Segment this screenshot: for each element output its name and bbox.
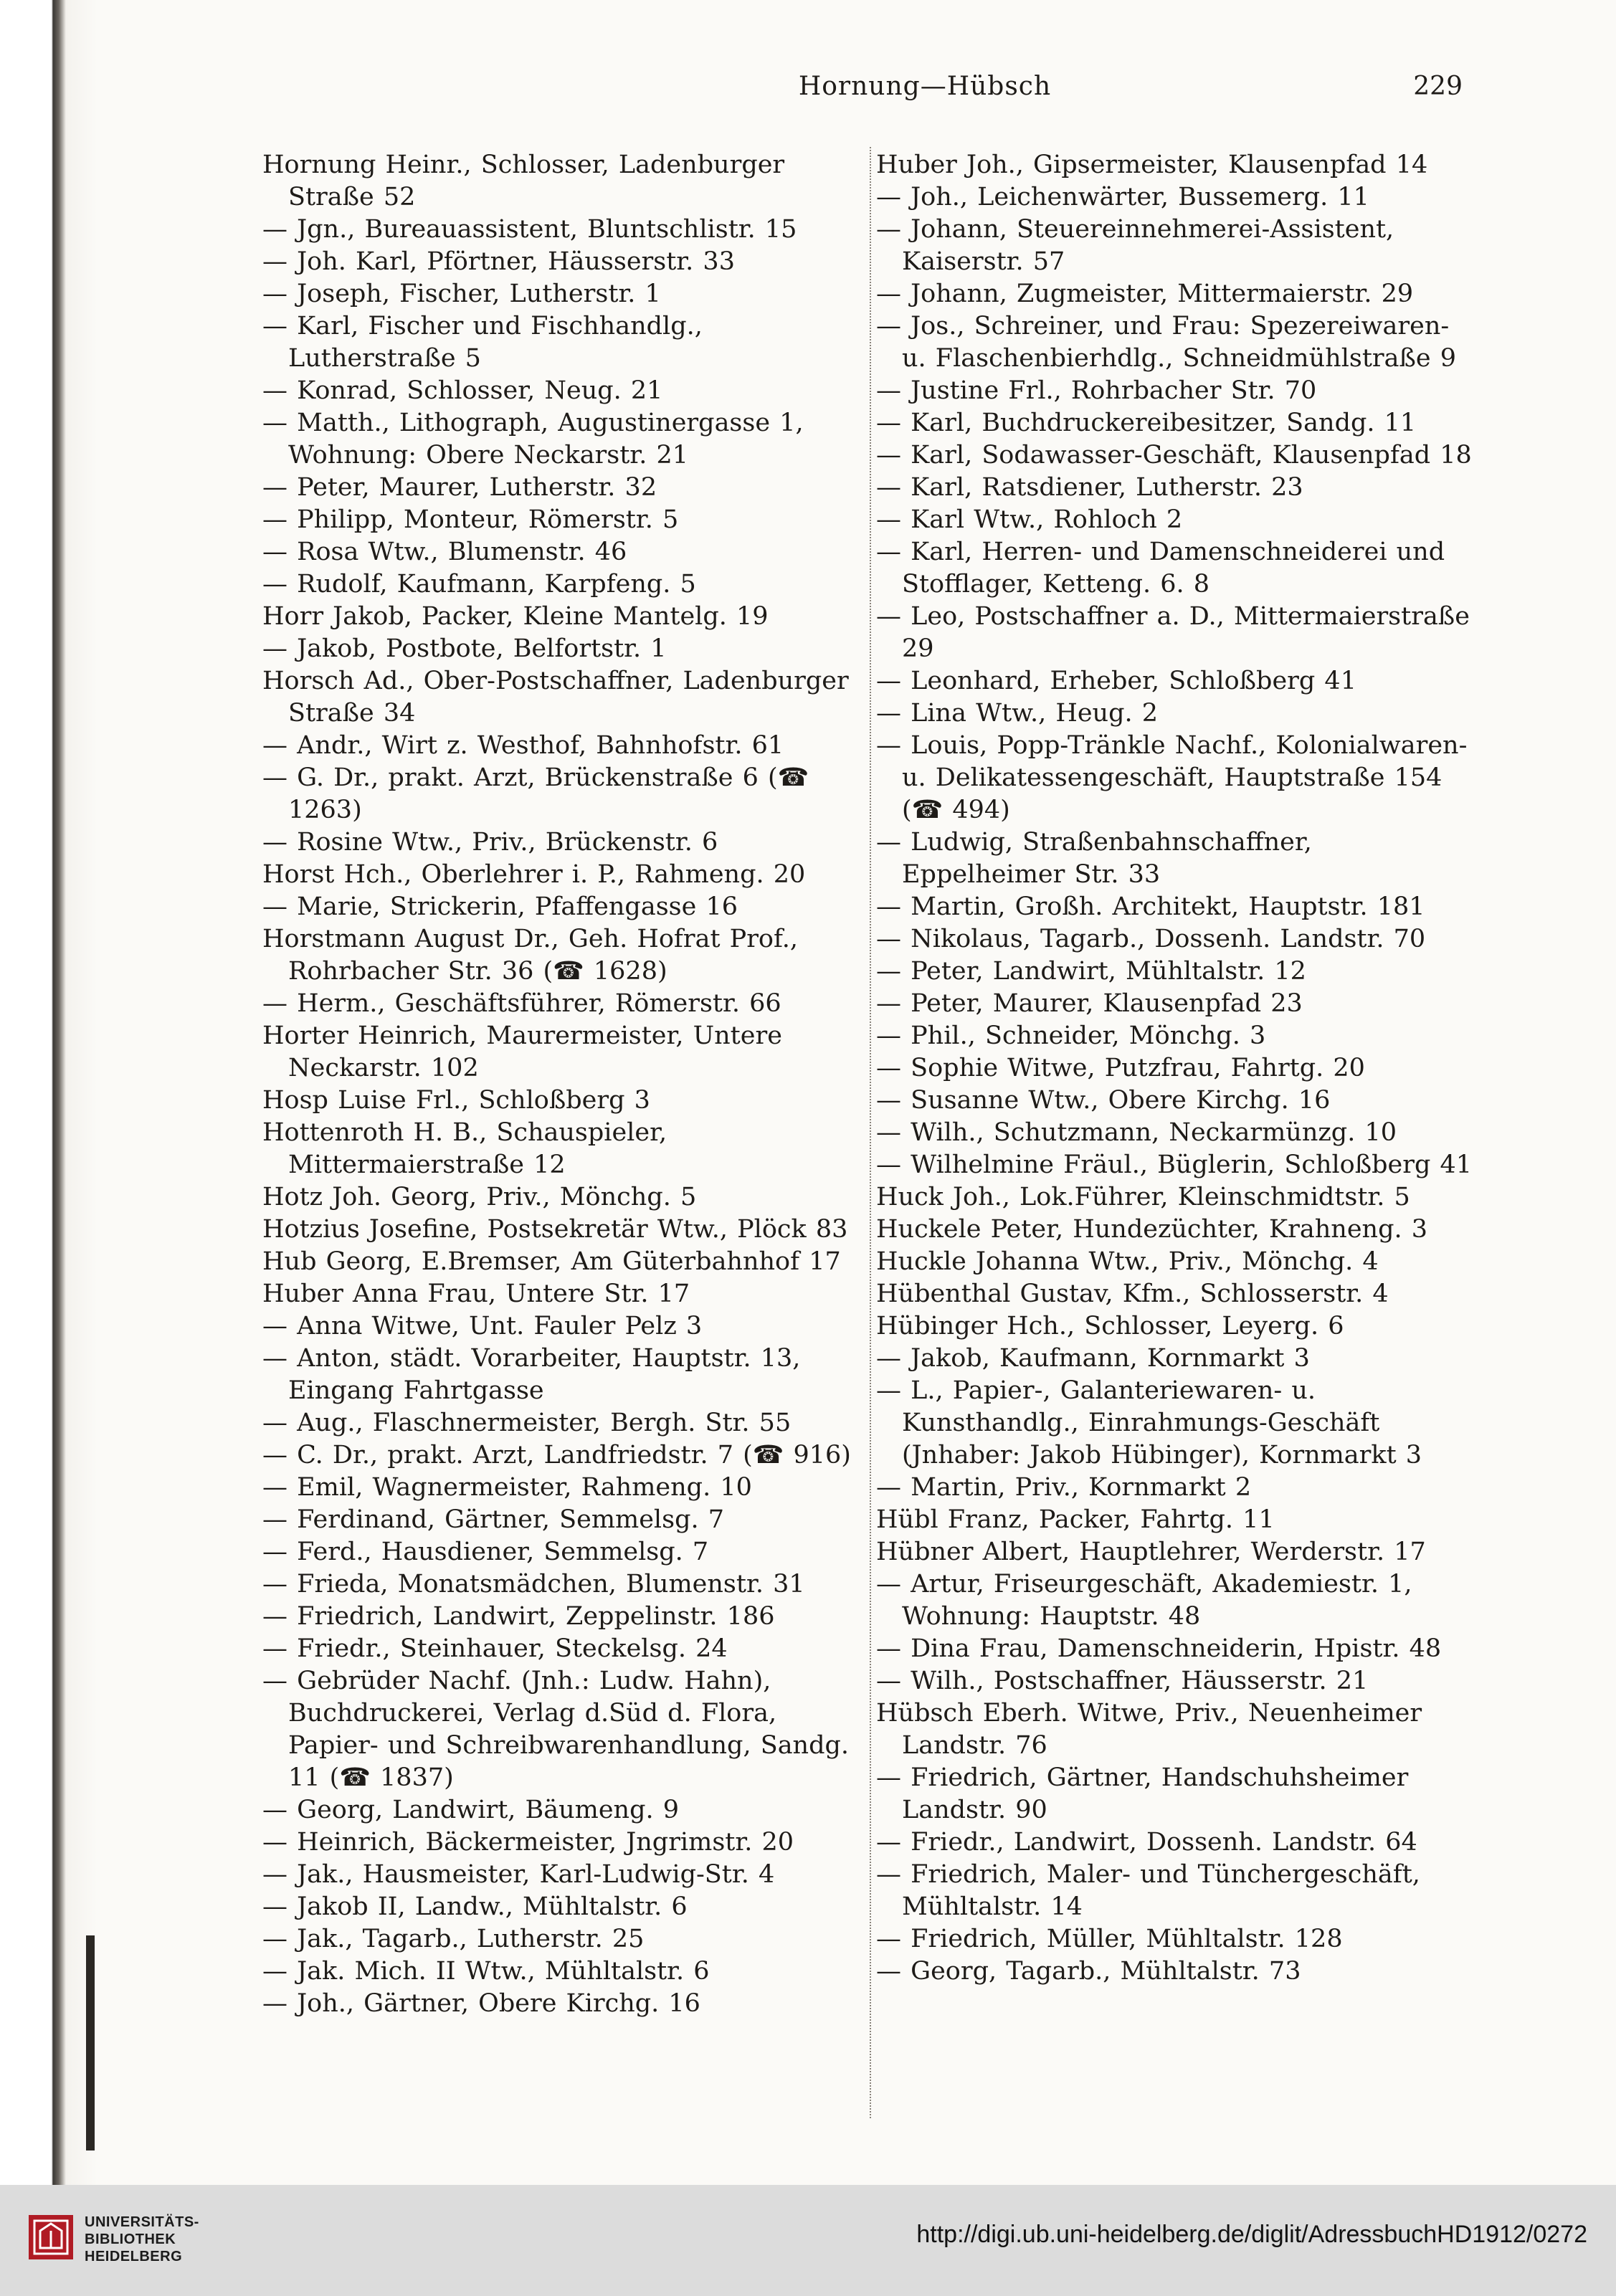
directory-entry: — Dina Frau, Damenschneiderin, Hpistr. 48 (876, 1634, 1442, 1663)
directory-entry: Hübl Franz, Packer, Fahrtg. 11 (876, 1505, 1275, 1534)
directory-entry: — Peter, Maurer, Klausenpfad 23 (876, 989, 1303, 1018)
directory-entry: Hottenroth H. B., Schauspieler, Mittermaierstraße 12 (262, 1118, 667, 1179)
directory-entry: — Jos., Schreiner, und Frau: Spezereiwaren- u. Flaschenbierhdlg., Schneidmühlstraße 9 (876, 312, 1457, 373)
logo-line-3: HEIDELBERG (85, 2249, 183, 2264)
directory-entry: Hosp Luise Frl., Schloßberg 3 (262, 1086, 650, 1115)
right-column (876, 149, 1478, 1988)
directory-entry: — Anna Witwe, Unt. Fauler Pelz 3 (262, 1312, 703, 1340)
directory-entry: — Johann, Steuereinnehmerei-Assistent, Kaiserstr. 57 (876, 215, 1394, 276)
directory-entry: Hübsch Eberh. Witwe, Priv., Neuenheimer Landstr. 76 (876, 1699, 1422, 1760)
directory-entry: — Ludwig, Straßenbahnschaffner, Eppelheimer Str. 33 (876, 828, 1312, 889)
university-seal-icon (29, 2215, 73, 2259)
directory-entry: Huber Joh., Gipsermeister, Klausenpfad 14 (876, 151, 1428, 179)
directory-entry: — Martin, Priv., Kornmarkt 2 (876, 1473, 1252, 1502)
directory-entry: — Jakob, Postbote, Belfortstr. 1 (262, 634, 667, 663)
directory-entry: — Karl, Fischer und Fischhandlg., Lutherstraße 5 (262, 312, 703, 373)
directory-entry: — Konrad, Schlosser, Neug. 21 (262, 376, 663, 405)
directory-entry: — Friedrich, Müller, Mühltalstr. 128 (876, 1925, 1343, 1953)
directory-entry: — Joh., Gärtner, Obere Kirchg. 16 (262, 1989, 700, 2018)
directory-entry: — Artur, Friseurgeschäft, Akademiestr. 1, Wohnung: Hauptstr. 48 (876, 1570, 1412, 1631)
directory-entry: — Rudolf, Kaufmann, Karpfeng. 5 (262, 570, 696, 599)
directory-entry: Hübner Albert, Hauptlehrer, Werderstr. 17 (876, 1538, 1426, 1566)
scan-binding-shadow (86, 1935, 95, 2150)
logo-line-1: UNIVERSITÄTS- (85, 2214, 199, 2230)
directory-entry: Huckele Peter, Hundezüchter, Krahneng. 3 (876, 1215, 1427, 1244)
footer-bar (0, 2185, 1616, 2296)
source-url-link[interactable]: http://digi.ub.uni-heidelberg.de/diglit/AdressbuchHD1912/0272 (916, 2221, 1587, 2248)
directory-entry: — Andr., Wirt z. Westhof, Bahnhofstr. 61 (262, 731, 784, 760)
directory-entry: — Anton, städt. Vorarbeiter, Hauptstr. 13, Eingang Fahrtgasse (262, 1344, 801, 1405)
directory-entry: — Georg, Tagarb., Mühltalstr. 73 (876, 1957, 1301, 1986)
directory-entry: Hübenthal Gustav, Kfm., Schlosserstr. 4 (876, 1280, 1389, 1308)
directory-entry: — Karl, Ratsdiener, Lutherstr. 23 (876, 473, 1303, 502)
directory-entry: — Aug., Flaschnermeister, Bergh. Str. 55 (262, 1409, 792, 1437)
column-divider (870, 147, 871, 2118)
directory-entry: — Leonhard, Erheber, Schloßberg 41 (876, 667, 1356, 695)
directory-entry: — Rosa Wtw., Blumenstr. 46 (262, 538, 627, 566)
directory-entry: Huck Joh., Lok.Führer, Kleinschmidtstr. 5 (876, 1183, 1410, 1211)
directory-entry: — Karl, Buchdruckereibesitzer, Sandg. 11 (876, 409, 1417, 437)
directory-entry: — Marie, Strickerin, Pfaffengasse 16 (262, 892, 738, 921)
directory-entry: Hübinger Hch., Schlosser, Leyerg. 6 (876, 1312, 1344, 1340)
directory-entry: — Jgn., Bureauassistent, Bluntschlistr. 15 (262, 215, 797, 244)
directory-entry: — Joh. Karl, Pförtner, Häusserstr. 33 (262, 247, 735, 276)
directory-entry: — Leo, Postschaffner a. D., Mittermaierstraße 29 (876, 602, 1470, 663)
directory-entry: — Philipp, Monteur, Römerstr. 5 (262, 505, 679, 534)
directory-entry: — Karl, Sodawasser-Geschäft, Klausenpfad 18 (876, 441, 1472, 470)
directory-entry: — Jakob, Kaufmann, Kornmarkt 3 (876, 1344, 1310, 1373)
directory-entry: Hotzius Josefine, Postsekretär Wtw., Plöck 83 (262, 1215, 848, 1244)
directory-entry: — Martin, Großh. Architekt, Hauptstr. 181 (876, 892, 1425, 921)
directory-entry: — Ferd., Hausdiener, Semmelsg. 7 (262, 1538, 709, 1566)
directory-entry: — Justine Frl., Rohrbacher Str. 70 (876, 376, 1317, 405)
directory-entry: — Peter, Landwirt, Mühltalstr. 12 (876, 957, 1306, 986)
directory-entry: — Friedrich, Landwirt, Zeppelinstr. 186 (262, 1602, 775, 1631)
directory-entry: — Herm., Geschäftsführer, Römerstr. 66 (262, 989, 781, 1018)
logo-line-2: BIBLIOTHEK (85, 2231, 176, 2247)
directory-entry: Horr Jakob, Packer, Kleine Mantelg. 19 (262, 602, 769, 631)
directory-entry: — L., Papier-, Galanteriewaren- u. Kunsthandlg., Einrahmungs-Geschäft (Jnhaber: Jakob Hübinger), Kornmarkt 3 (876, 1376, 1422, 1469)
directory-entry: — G. Dr., prakt. Arzt, Brückenstraße 6 (☎ 1263) (262, 763, 809, 824)
directory-entry: — Rosine Wtw., Priv., Brückenstr. 6 (262, 828, 718, 857)
directory-entry: — Karl, Herren- und Damenschneiderei und Stofflager, Ketteng. 6. 8 (876, 538, 1445, 599)
library-logo-text (85, 2214, 199, 2265)
directory-entry: — Jak., Tagarb., Lutherstr. 25 (262, 1925, 645, 1953)
directory-entry: Horstmann August Dr., Geh. Hofrat Prof., Rohrbacher Str. 36 (☎ 1628) (262, 925, 798, 986)
directory-entry: — Georg, Landwirt, Bäumeng. 9 (262, 1796, 680, 1824)
directory-entry: — Wilh., Schutzmann, Neckarmünzg. 10 (876, 1118, 1397, 1147)
directory-entry: — Wilhelmine Fräul., Büglerin, Schloßberg 41 (876, 1151, 1473, 1179)
directory-entry: — Matth., Lithograph, Augustinergasse 1, Wohnung: Obere Neckarstr. 21 (262, 409, 804, 470)
page-header (244, 72, 1463, 115)
directory-entry: — Heinrich, Bäckermeister, Jngrimstr. 20 (262, 1828, 794, 1857)
directory-entry: Horst Hch., Oberlehrer i. P., Rahmeng. 20 (262, 860, 806, 889)
scan-binding-edge (0, 0, 98, 2185)
directory-entry: — Phil., Schneider, Mönchg. 3 (876, 1021, 1266, 1050)
directory-entry: — Friedrich, Gärtner, Handschuhsheimer Landstr. 90 (876, 1763, 1409, 1824)
directory-entry: — Ferdinand, Gärtner, Semmelsg. 7 (262, 1505, 725, 1534)
directory-entry: — Joseph, Fischer, Lutherstr. 1 (262, 280, 661, 308)
directory-entry: — Jak. Mich. II Wtw., Mühltalstr. 6 (262, 1957, 710, 1986)
directory-entry: — Jak., Hausmeister, Karl-Ludwig-Str. 4 (262, 1860, 775, 1889)
directory-entry: — Louis, Popp-Tränkle Nachf., Kolonialwaren- u. Delikatessengeschäft, Hauptstraße 154 (☎ 494) (876, 731, 1468, 824)
running-title: Hornung—Hübsch (798, 72, 1052, 101)
directory-entry: — Friedrich, Maler- und Tünchergeschäft, Mühltalstr. 14 (876, 1860, 1420, 1921)
directory-entry: — Jakob II, Landw., Mühltalstr. 6 (262, 1892, 688, 1921)
directory-entry: — Gebrüder Nachf. (Jnh.: Ludw. Hahn), Buchdruckerei, Verlag d.Süd d. Flora, Papier- und Schreibwarenhandlung, Sandg. 11 (☎ 1837) (262, 1667, 850, 1792)
directory-entry: — Karl Wtw., Rohloch 2 (876, 505, 1183, 534)
directory-entry: — Friedr., Landwirt, Dossenh. Landstr. 64 (876, 1828, 1417, 1857)
directory-entry: — Sophie Witwe, Putzfrau, Fahrtg. 20 (876, 1054, 1365, 1082)
directory-entry: — Johann, Zugmeister, Mittermaierstr. 29 (876, 280, 1414, 308)
left-column (262, 149, 857, 2020)
directory-entry: Horsch Ad., Ober-Postschaffner, Ladenburger Straße 34 (262, 667, 849, 728)
directory-entry: — Friedr., Steinhauer, Steckelsg. 24 (262, 1634, 728, 1663)
directory-entry: — C. Dr., prakt. Arzt, Landfriedstr. 7 (☎ 916) (262, 1441, 851, 1469)
directory-entry: — Wilh., Postschaffner, Häusserstr. 21 (876, 1667, 1369, 1695)
directory-entry: — Susanne Wtw., Obere Kirchg. 16 (876, 1086, 1331, 1115)
directory-entry: Huber Anna Frau, Untere Str. 17 (262, 1280, 690, 1308)
directory-entry: — Peter, Maurer, Lutherstr. 32 (262, 473, 657, 502)
directory-entry: Huckle Johanna Wtw., Priv., Mönchg. 4 (876, 1247, 1379, 1276)
directory-entry: Hotz Joh. Georg, Priv., Mönchg. 5 (262, 1183, 697, 1211)
directory-entry: Horter Heinrich, Maurermeister, Untere Neckarstr. 102 (262, 1021, 782, 1082)
page-number: 229 (1413, 72, 1463, 101)
directory-entry: — Lina Wtw., Heug. 2 (876, 699, 1159, 728)
directory-entry: — Nikolaus, Tagarb., Dossenh. Landstr. 70 (876, 925, 1426, 953)
directory-entry: — Emil, Wagnermeister, Rahmeng. 10 (262, 1473, 752, 1502)
directory-entry: Hub Georg, E.Bremser, Am Güterbahnhof 17 (262, 1247, 841, 1276)
directory-entry: — Frieda, Monatsmädchen, Blumenstr. 31 (262, 1570, 805, 1599)
directory-entry: — Joh., Leichenwärter, Bussemerg. 11 (876, 183, 1369, 211)
directory-entry: Hornung Heinr., Schlosser, Ladenburger Straße 52 (262, 151, 785, 211)
